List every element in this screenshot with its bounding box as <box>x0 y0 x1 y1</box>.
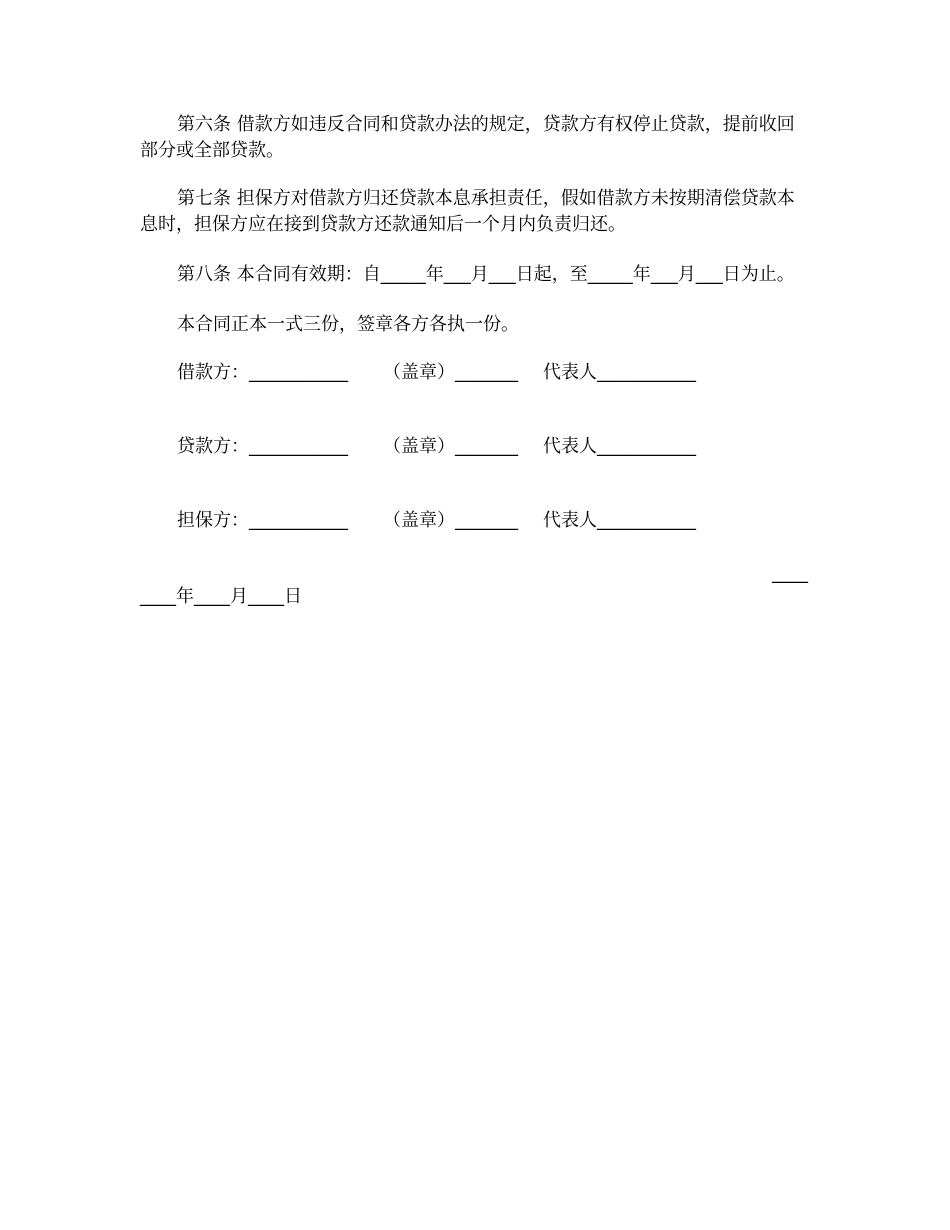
borrower-seal: （盖章）_______ <box>383 362 518 383</box>
date-line: ____年____月____日 <box>140 586 302 607</box>
date-line-end: ____ <box>772 563 808 584</box>
lender-seal: （盖章）_______ <box>383 436 518 457</box>
signing-date <box>140 564 808 616</box>
article-7: 第七条 担保方对借款方归还贷款本息承担责任，假如借款方未按期清偿贷款本息时，担保方应在接到贷款方还款通知后一个月内负责归还。 <box>140 188 795 235</box>
guarantor-seal: （盖章）_______ <box>383 510 518 531</box>
signature-row-borrower <box>140 360 808 386</box>
copies-clause: 本合同正本一式三份，签章各方各执一份。 <box>177 314 519 335</box>
signature-row-lender <box>140 434 808 460</box>
signature-row-guarantor <box>140 508 808 534</box>
guarantor-label: 担保方：___________ <box>177 510 348 531</box>
borrower-label: 借款方：___________ <box>177 362 348 383</box>
borrower-representative: 代表人___________ <box>543 362 696 383</box>
contract-page <box>140 112 808 616</box>
article-6: 第六条 借款方如违反合同和贷款办法的规定，贷款方有权停止贷款，提前收回部分或全部贷款。 <box>140 114 795 161</box>
lender-label: 贷款方：___________ <box>177 436 348 457</box>
article-8-validity: 第八条 本合同有效期：自_____年___月___日起，至_____年___月___日为止。 <box>177 264 795 285</box>
lender-representative: 代表人___________ <box>543 436 696 457</box>
guarantor-representative: 代表人___________ <box>543 510 696 531</box>
